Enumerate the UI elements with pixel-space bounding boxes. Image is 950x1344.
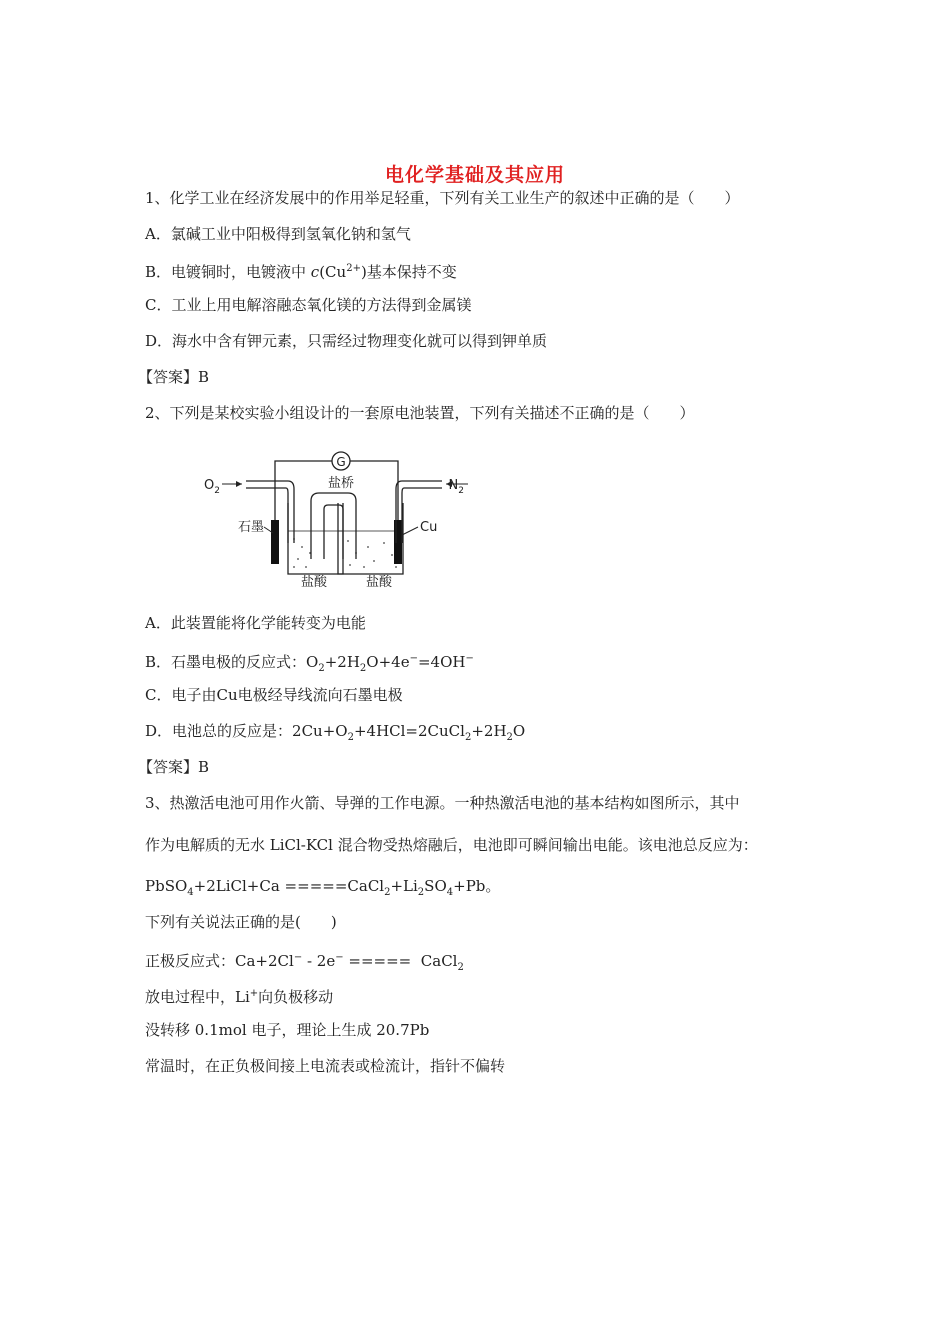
- q3-o2-text: 放电过程中，Li: [145, 988, 250, 1006]
- q1-b-suffix: )基本保持不变: [360, 263, 457, 281]
- q2-d-text: +4HCl=2CuCl: [353, 722, 465, 740]
- q1-b-prefix: B．电镀铜时，电镀液中: [145, 263, 311, 281]
- q2-b-text: O+4e: [366, 653, 410, 671]
- q3-eq-text: +Pb。: [453, 877, 501, 895]
- acid-left-label: 盐酸: [301, 575, 328, 590]
- q3-eq-text: PbSO: [145, 877, 188, 895]
- q2-d-text: D．电池总的反应是：2Cu+O: [145, 722, 348, 740]
- q3-eq-sub: 4: [187, 887, 194, 898]
- q3-stem: 下列有关说法正确的是( ): [145, 913, 337, 931]
- q3-o1-text: 正极反应式：Ca+2Cl: [145, 952, 294, 970]
- q3-line-1: 3、热激活电池可用作火箭、导弹的工作电源。一种热激活电池的基本结构如图所示，其中: [145, 794, 740, 812]
- q2-d-text: O: [512, 722, 526, 740]
- q3-option-4: 常温时，在正负极间接上电流表或检流计，指针不偏转: [145, 1057, 506, 1075]
- graphite-label: 石墨: [238, 520, 265, 535]
- cu-label: Cu: [420, 520, 438, 535]
- q2-answer: 【答案】B: [138, 758, 210, 776]
- q2-option-b: [145, 649, 474, 679]
- q1-b-paren: (Cu: [319, 263, 347, 281]
- q2-stem: 2、下列是某校实验小组设计的一套原电池装置，下列有关描述不正确的是（ ）: [145, 404, 695, 422]
- q2-option-a: A．此装置能将化学能转变为电能: [145, 614, 366, 632]
- q3-o1-text: - 2e: [302, 952, 336, 970]
- q3-o1-sub: 2: [457, 962, 464, 973]
- q3-eq-sub: 4: [446, 887, 454, 898]
- q2-d-sub: 2: [347, 732, 354, 743]
- q2-d-sub: 2: [464, 732, 472, 743]
- acid-right-label: 盐酸: [366, 575, 393, 590]
- q3-eq-text: +Li: [390, 877, 418, 895]
- q2-option-d: [145, 721, 525, 748]
- o2-label: $O_2$: [204, 478, 220, 496]
- q2-b-text: +2H: [324, 653, 360, 671]
- q1-answer: 【答案】B: [138, 368, 210, 386]
- q3-eq-text: SO: [424, 877, 447, 895]
- q3-option-3: 没转移 0.1mol 电子，理论上生成 20.7Pb: [145, 1021, 430, 1039]
- q2-b-sup: −: [465, 653, 474, 664]
- document-title: 电化学基础及其应用: [384, 164, 565, 186]
- copper-electrode: [394, 520, 402, 564]
- galvanometer-label: G: [336, 455, 346, 469]
- n2-label: $N_2$: [448, 478, 464, 496]
- q1-option-d: D．海水中含有钾元素，只需经过物理变化就可以得到钾单质: [145, 332, 548, 350]
- left-beaker: [288, 503, 343, 574]
- galvanic-cell-diagram: [198, 443, 464, 590]
- q3-o2-sup: +: [249, 988, 259, 999]
- salt-bridge-tube: [311, 493, 356, 559]
- q2-b-text: B．石墨电极的反应式：O: [145, 653, 319, 671]
- q2-b-sup: −: [409, 653, 418, 664]
- right-beaker: [338, 503, 403, 574]
- q3-o1-sup: −: [293, 952, 303, 963]
- q3-eq-text: +2LiCl+Ca =====CaCl: [193, 877, 385, 895]
- q3-o1-sup: −: [335, 952, 344, 963]
- q3-equation: [145, 876, 500, 903]
- q3-option-2: [145, 984, 333, 1007]
- q3-line-2: 作为电解质的无水 LiCl-KCl 混合物受热熔融后，电池即可瞬间输出电能。该电池总反应为：: [145, 836, 758, 854]
- q2-d-sub: 2: [506, 732, 513, 743]
- graphite-electrode: [271, 520, 279, 564]
- q2-b-text: =4OH: [417, 653, 466, 671]
- q2-option-c: C．电子由Cu电极经导线流向石墨电极: [145, 686, 403, 704]
- q1-option-b: [145, 259, 457, 282]
- q2-b-sub: 2: [318, 663, 325, 674]
- q3-eq-sub: 2: [384, 887, 391, 898]
- q2-d-text: +2H: [471, 722, 507, 740]
- q3-o2-text: 向负极移动: [258, 988, 334, 1006]
- q1-option-a: A．氯碱工业中阳极得到氢氧化钠和氢气: [145, 225, 411, 243]
- salt-bridge-label: 盐桥: [327, 476, 355, 491]
- electrolyte-dots: [293, 538, 397, 568]
- q1-option-c: C．工业上用电解溶融态氧化镁的方法得到金属镁: [145, 296, 472, 314]
- q3-eq-sub: 2: [417, 887, 425, 898]
- q1-b-c: c: [310, 263, 320, 281]
- q3-option-1: [145, 948, 464, 978]
- q1-stem: 1、化学工业在经济发展中的作用举足轻重，下列有关工业生产的叙述中正确的是（ ）: [145, 189, 740, 207]
- q3-o1-text: ===== CaCl: [343, 952, 458, 970]
- q2-b-sub: 2: [359, 663, 367, 674]
- q1-b-sup: 2+: [346, 263, 361, 274]
